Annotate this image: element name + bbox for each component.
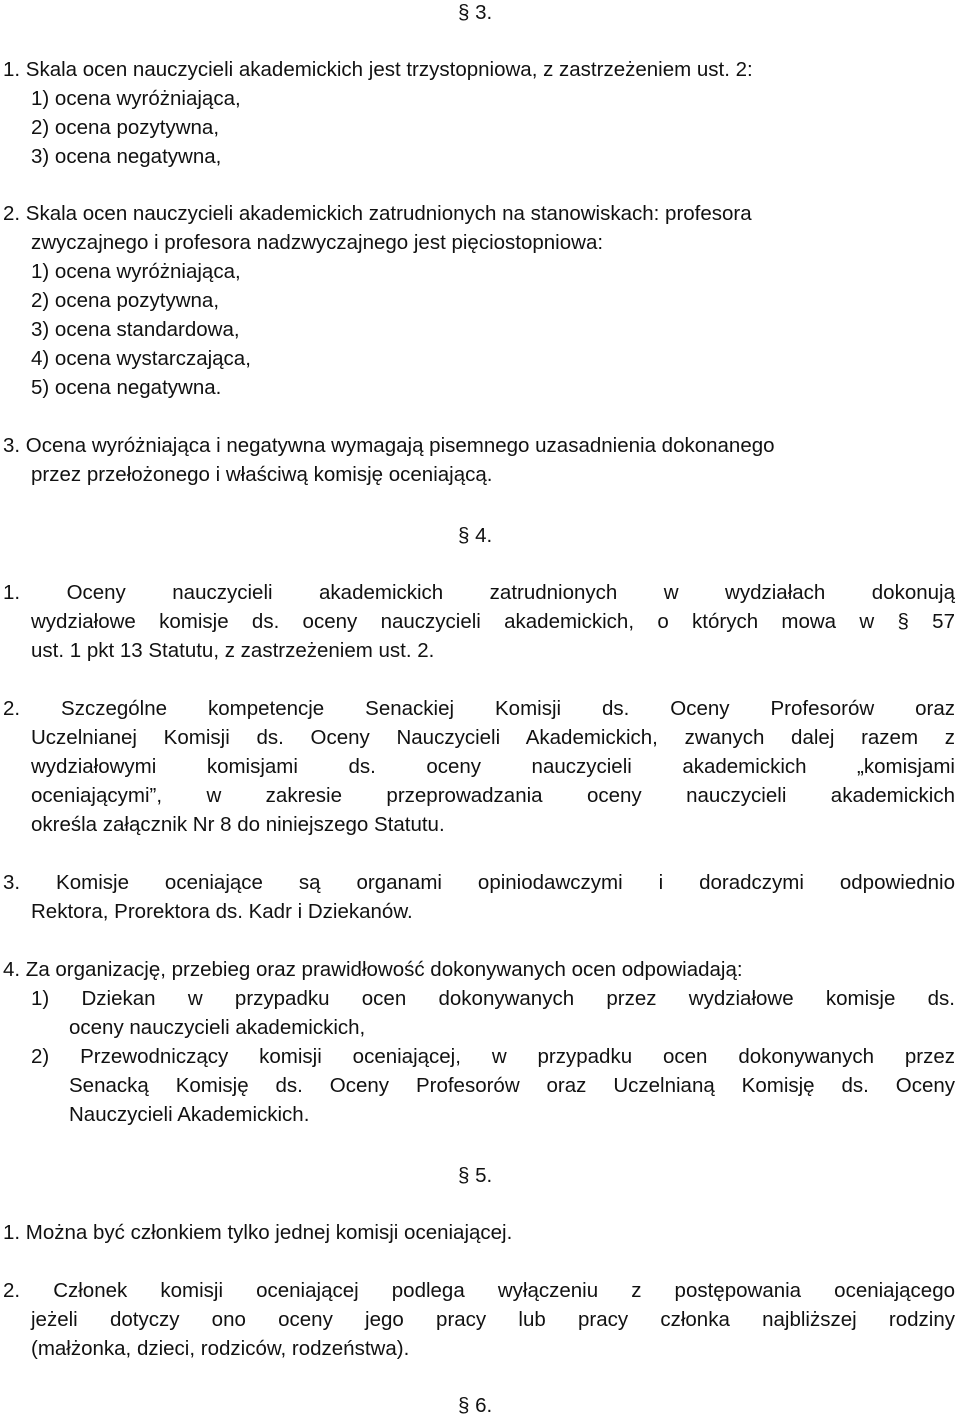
- section-heading-5: § 5.: [458, 1164, 493, 1187]
- s4-p2-line1: 2. Szczególne kompetencje Senackiej Komisji ds. Oceny Profesorów oraz: [3, 697, 955, 720]
- s4-p2-line4: oceniającymi”, w zakresie przeprowadzania oceny nauczycieli akademickich: [31, 784, 955, 807]
- s4-p4-item1-line1: 1) Dziekan w przypadku ocen dokonywanych przez wydziałowe komisje ds.: [31, 987, 955, 1010]
- section-heading-4: § 4.: [458, 524, 493, 547]
- s3-p2-line1: 2. Skala ocen nauczycieli akademickich zatrudnionych na stanowiskach: profesora: [3, 202, 752, 225]
- section-heading-6: § 6.: [458, 1394, 493, 1417]
- s4-p1-line3: ust. 1 pkt 13 Statutu, z zastrzeżeniem ust. 2.: [31, 639, 435, 662]
- s5-p2-line1: 2. Członek komisji oceniającej podlega wyłączeniu z postępowania oceniającego: [3, 1279, 955, 1302]
- list-item: 3) ocena negatywna,: [31, 145, 222, 168]
- s4-p1-line1: 1. Oceny nauczycieli akademickich zatrudnionych w wydziałach dokonują: [3, 581, 955, 604]
- s5-p1: 1. Można być członkiem tylko jednej komisji oceniającej.: [3, 1221, 513, 1244]
- s4-p4-item2-line2: Senacką Komisję ds. Oceny Profesorów oraz Uczelnianą Komisję ds. Oceny: [69, 1074, 955, 1097]
- s4-p1-line2: wydziałowe komisje ds. oceny nauczycieli akademickich, o których mowa w § 57: [31, 610, 955, 633]
- s5-p2-line2: jeżeli dotyczy ono oceny jego pracy lub pracy członka najbliższej rodziny: [31, 1308, 955, 1331]
- s3-p1-intro: 1. Skala ocen nauczycieli akademickich jest trzystopniowa, z zastrzeżeniem ust. 2:: [3, 58, 753, 81]
- s4-p2-line2: Uczelnianej Komisji ds. Oceny Nauczycieli Akademickich, zwanych dalej razem z: [31, 726, 955, 749]
- s3-p3-line1: 3. Ocena wyróżniająca i negatywna wymagają pisemnego uzasadnienia dokonanego: [3, 434, 775, 457]
- section-heading-3: § 3.: [458, 1, 493, 24]
- s4-p4-item1-line2: oceny nauczycieli akademickich,: [69, 1016, 366, 1039]
- list-item: 4) ocena wystarczająca,: [31, 347, 251, 370]
- s4-p2-line5: określa załącznik Nr 8 do niniejszego Statutu.: [31, 813, 445, 836]
- s4-p3-line2: Rektora, Prorektora ds. Kadr i Dziekanów.: [31, 900, 413, 923]
- s5-p2-line3: (małżonka, dzieci, rodziców, rodzeństwa).: [31, 1337, 410, 1360]
- list-item: 5) ocena negatywna.: [31, 376, 222, 399]
- s4-p3-line1: 3. Komisje oceniające są organami opiniodawczymi i doradczymi odpowiednio: [3, 871, 955, 894]
- s3-p2-line2: zwyczajnego i profesora nadzwyczajnego jest pięciostopniowa:: [31, 231, 604, 254]
- list-item: 2) ocena pozytywna,: [31, 116, 220, 139]
- s4-p4-item2-line3: Nauczycieli Akademickich.: [69, 1103, 310, 1126]
- s4-p4-intro: 4. Za organizację, przebieg oraz prawidłowość dokonywanych ocen odpowiadają:: [3, 958, 743, 981]
- list-item: 1) ocena wyróżniająca,: [31, 260, 241, 283]
- s4-p4-item2-line1: 2) Przewodniczący komisji oceniającej, w przypadku ocen dokonywanych przez: [31, 1045, 955, 1068]
- list-item: 3) ocena standardowa,: [31, 318, 240, 341]
- list-item: 1) ocena wyróżniająca,: [31, 87, 241, 110]
- s4-p2-line3: wydziałowymi komisjami ds. oceny nauczycieli akademickich „komisjami: [31, 755, 955, 778]
- list-item: 2) ocena pozytywna,: [31, 289, 220, 312]
- s3-p3-line2: przez przełożonego i właściwą komisję oceniającą.: [31, 463, 493, 486]
